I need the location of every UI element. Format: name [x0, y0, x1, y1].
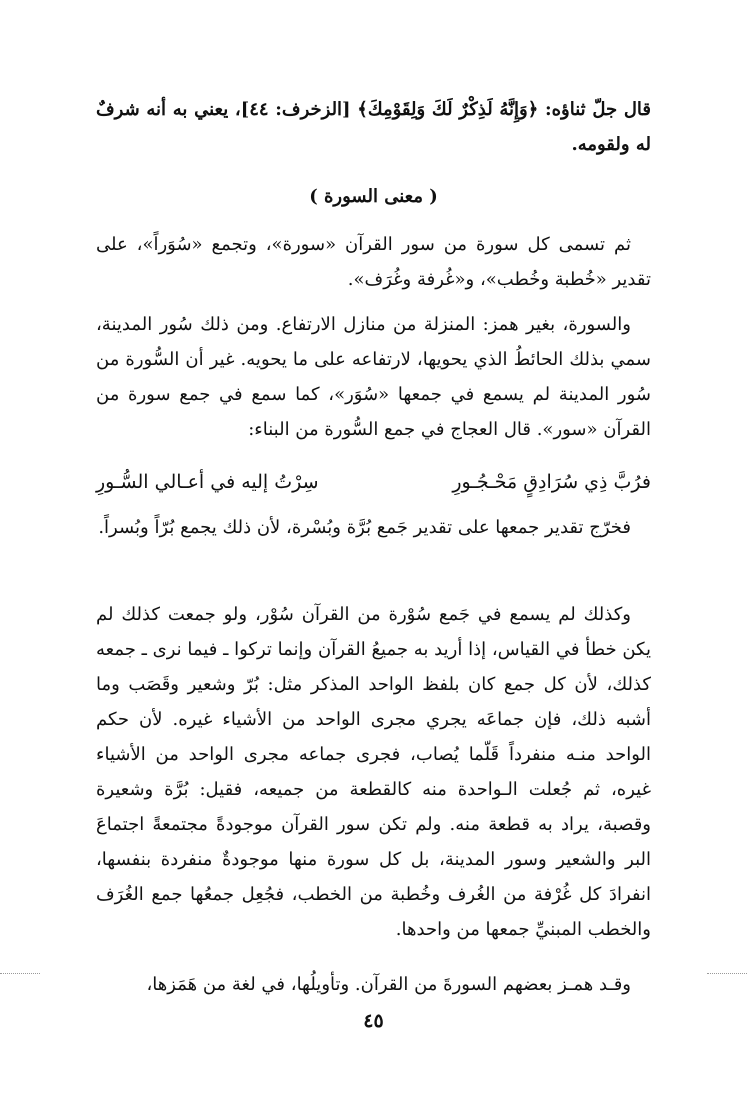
paragraph-5-text: وكذلك لم يسمع في جَمع سُوْرة من القرآن سُوْر، ولو جمعت كذلك لم يكن خطأ في القياس، إذا أريد به جميعُ القرآن وإنما تركوا ـ فيما نرى ـ جمعه كذلك، لأن كل جمع كان بلفظ الواحد المذكر مثل: بُرّ وشعير وقَصَب وما أشبه ذلك، فإن جماعَه يجري مجرى الواحد من الأشياء غيره. لأن حكم الواحد منـه منفرداً قَلّما يُصاب، فجرى جماعه مجرى الواحد من الأشياء غيره، ثم جُعلت الـواحدة منه كالقطعة من جميعه، فقيل: بُرَّة وشعيرة وقصبة، يراد به قطعة منه. ولم تكن سور القرآن موجودةً مجتمعةً اجتماعَ البر والشعير وسور المدينة، بل كل سورة منها موجودةٌ منفردة بنفسها، انفرادَ كل غُرْفة من الغُرف وخُطبة من الخطب، فجُعِل جمعُها جمع الغُرَف والخطب المبنيِّ جمعها من واحدها.	[96, 604, 651, 940]
paragraph-3-text: والسورة، بغير همز: المنزلة من منازل الارتفاع. ومن ذلك سُور المدينة، سمي بذلك الحائطُ الذي يحويها، لارتفاعه على ما يحويه. غير أن السُّورة من سُور المدينة لم يسمع في جمعها «سُوَر»، كما سمع في جمع سورة من القرآن «سور». قال العجاج في جمع السُّورة من البناء:	[96, 314, 651, 440]
section-heading: ( معنى السورة )	[309, 186, 438, 207]
paragraph-4-text: فخرّج تقدير جمعها على تقدير جَمع بُرَّة وبُسْرة، لأن ذلك يجمع بُرّاً وبُسراً.	[98, 517, 631, 538]
paragraph-sura-plural	[96, 227, 651, 297]
verse-first-hemistich: فرُبَّ ذِي سُرَادِقٍ مَحْـجُـورِ	[452, 471, 651, 493]
paragraph-6-text: وقـد همـز بعضهم السورةَ من القرآن. وتأويلُها، في لغة من هَمَزها،	[146, 974, 631, 995]
right-margin-mark	[707, 973, 747, 975]
verse-second-hemistich: سِرْتُ إليه في أعـالي السُّـورِ	[96, 471, 319, 493]
paragraph-sura-meaning	[96, 307, 651, 447]
poetry-verse	[96, 462, 651, 502]
left-margin-mark	[0, 973, 40, 975]
paragraph-plural-analogy	[96, 597, 651, 947]
opening-paragraph: قال جلّ ثناؤه: ﴿وَإِنَّهُ لَذِكْرٌ لَكَ وَلِقَوْمِكَ﴾ [الزخرف: ٤٤]، يعني به أنه شرفٌ له ولقومه.	[96, 99, 651, 155]
paragraph-2-text: ثم تسمى كل سورة من سور القرآن «سورة»، وتجمع «سُوَراً»، على تقدير «خُطبة وخُطب»، و«غُرفة وغُرَف».	[96, 234, 651, 290]
paragraph-plural-estimate	[96, 510, 651, 545]
page-number: ٤٥	[363, 1010, 384, 1032]
paragraph-hamza	[96, 967, 651, 1002]
